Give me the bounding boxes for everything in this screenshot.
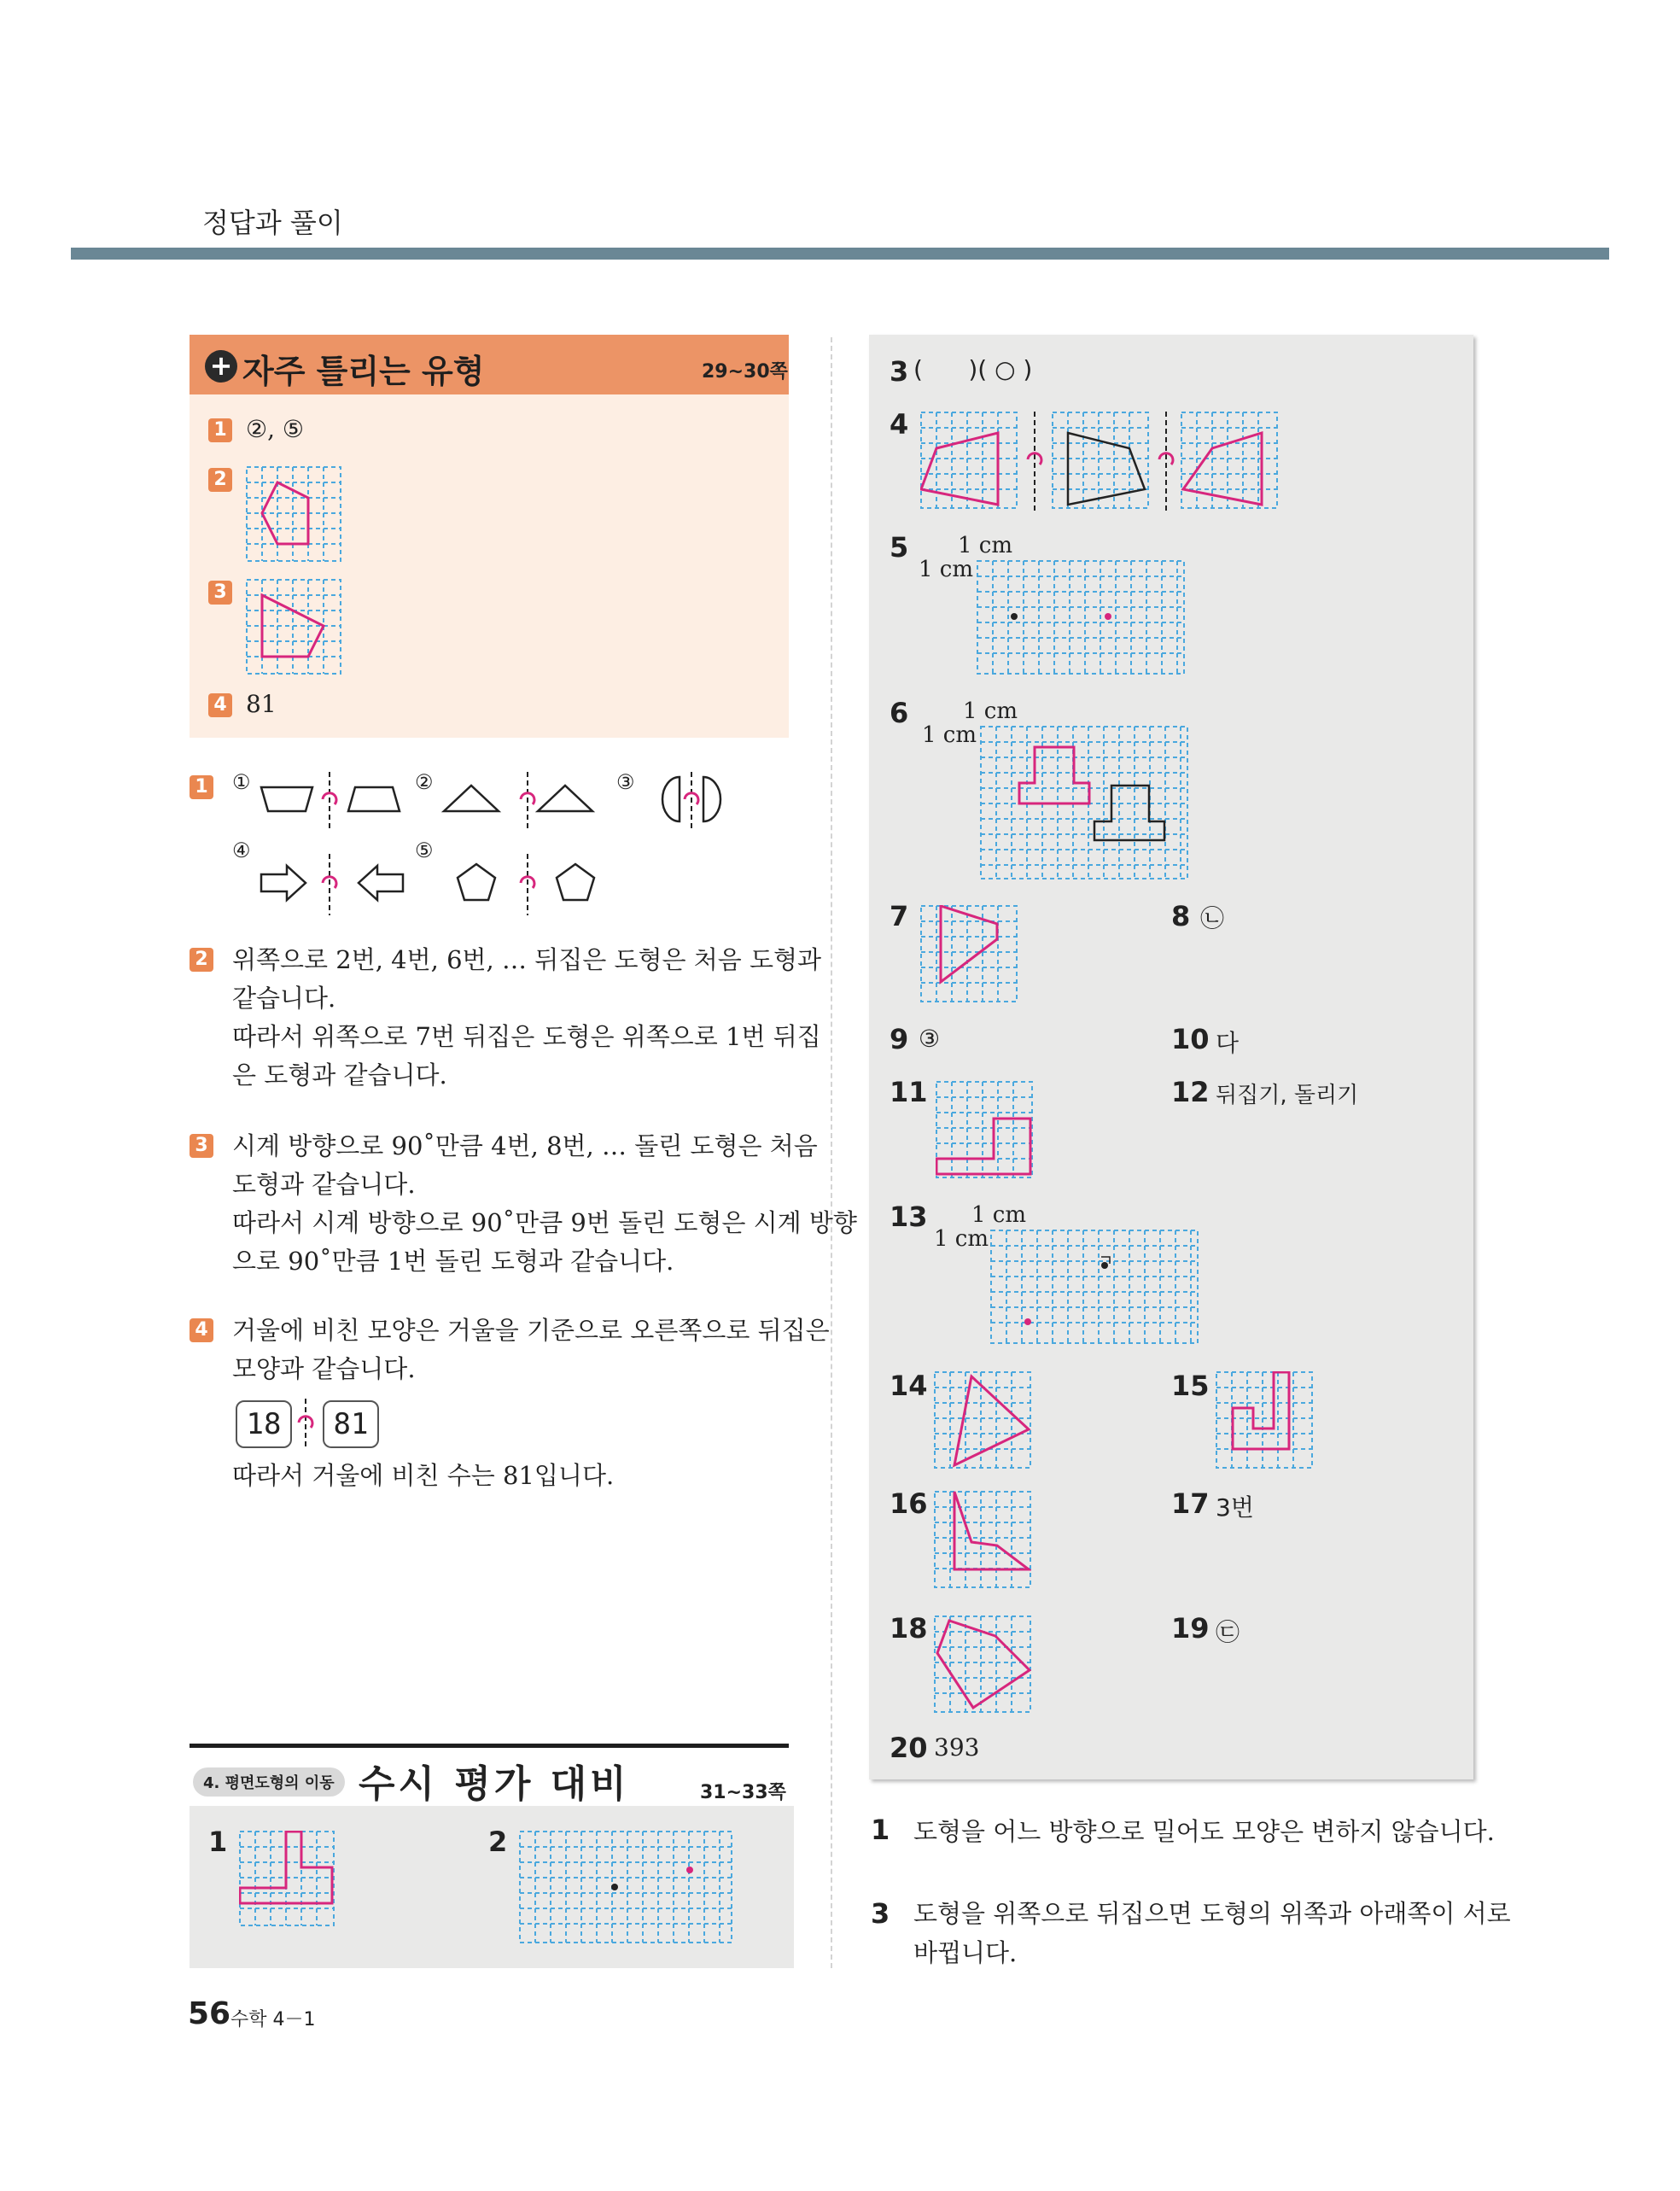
question-number: 14 — [890, 1370, 928, 1402]
question-number: 1 — [871, 1814, 890, 1846]
arrow-left-shape — [359, 866, 403, 900]
trapezoid-shape — [261, 787, 312, 811]
explanation-conclusion: 따라서 거울에 비친 수는 81입니다. — [232, 1461, 615, 1490]
question-number: 7 — [890, 900, 909, 932]
question-number: 4 — [890, 408, 909, 441]
question-number: 17 — [1171, 1487, 1210, 1520]
question-number: 13 — [890, 1201, 928, 1233]
answer-text: 3번 — [1216, 1493, 1254, 1522]
question-number: 20 — [890, 1732, 928, 1764]
answer-text: ③ — [919, 1025, 941, 1053]
grid-figure — [246, 579, 341, 675]
digital-number-box: 18 — [236, 1400, 292, 1448]
semicircle-flipped-shape — [703, 777, 720, 821]
question-number: 10 — [1171, 1023, 1210, 1055]
page-number: 56 — [188, 1996, 231, 2031]
question-number: 6 — [890, 697, 909, 729]
flip-shapes-figure — [256, 768, 751, 922]
question-number: 12 — [1171, 1076, 1210, 1108]
grid-figure — [990, 1230, 1199, 1344]
grid-figure — [246, 466, 341, 562]
unit-label-vertical: 1 cm — [922, 722, 977, 748]
grid-figure — [980, 726, 1188, 879]
explanation-text: 도형을 어느 방향으로 밀어도 모양은 변하지 않습니다. — [913, 1817, 1495, 1846]
explanation-badge: 2 — [190, 948, 213, 972]
grid-figure — [239, 1831, 335, 1926]
explanation-text: 도형을 위쪽으로 뒤집으면 도형의 위쪽과 아래쪽이 서로 바뀝니다. — [913, 1899, 1511, 1967]
unit-label-horizontal: 1 cm — [958, 533, 1013, 558]
frequent-errors-pages: 29~30쪽 — [702, 361, 788, 383]
question-number: 3 — [890, 355, 909, 388]
grid-figure — [934, 1491, 1031, 1588]
unit-label-horizontal: 1 cm — [963, 698, 1018, 724]
frequent-errors-title: 자주 틀리는 유형 — [242, 353, 485, 390]
question-number: 19 — [1171, 1612, 1210, 1645]
pentagon-flipped-shape — [557, 864, 594, 900]
answer-text: ( )( ○ ) — [913, 355, 1033, 383]
grid-figure — [920, 905, 1018, 1002]
semicircle-shape — [662, 777, 680, 821]
question-number: 8 — [1171, 900, 1191, 932]
unit-label-horizontal: 1 cm — [971, 1202, 1027, 1228]
digital-number-box: 81 — [323, 1400, 379, 1448]
frequent-errors-panel — [190, 394, 789, 738]
answer-text: ②, ⑤ — [246, 415, 305, 443]
exam-pages: 31~33쪽 — [700, 1782, 786, 1803]
arrow-right-shape — [261, 866, 306, 900]
answer-text: 393 — [934, 1733, 980, 1762]
question-number: 9 — [890, 1023, 909, 1055]
shape-label: ① — [232, 770, 251, 794]
flip-sequence-figure — [920, 412, 1279, 511]
question-number: 18 — [890, 1612, 928, 1645]
shape-label: ② — [415, 770, 434, 794]
answer-badge: 2 — [208, 468, 232, 492]
question-number: 5 — [890, 531, 909, 564]
grid-figure — [934, 1371, 1031, 1469]
point-magenta — [686, 1867, 693, 1873]
answer-text: 뒤집기, 돌리기 — [1216, 1083, 1359, 1108]
question-number: 2 — [488, 1826, 508, 1858]
question-number: 11 — [890, 1076, 928, 1108]
question-number: 1 — [208, 1826, 228, 1858]
mirror-line — [294, 1397, 318, 1450]
explanation-text: 위쪽으로 2번, 4번, 6번, … 뒤집은 도형은 처음 도형과 같습니다. 따라서 위쪽으로 7번 뒤집은 도형은 위쪽으로 1번 뒤집 은 도형과 같습니다. — [232, 945, 822, 1090]
point-black — [611, 1884, 618, 1890]
question-number: 16 — [890, 1487, 928, 1520]
grid-figure — [936, 1081, 1033, 1178]
page-header-title: 정답과 풀이 — [202, 207, 343, 239]
answer-text: 81 — [246, 690, 277, 718]
grid-figure — [519, 1831, 732, 1943]
unit-label-vertical: 1 cm — [919, 557, 974, 582]
header-rule — [71, 248, 1609, 260]
question-number: 15 — [1171, 1370, 1210, 1402]
shape-label: ③ — [616, 770, 635, 794]
exam-rule — [190, 1744, 789, 1748]
explanation-text: 거울에 비친 모양은 거울을 기준으로 오른쪽으로 뒤집은 모양과 같습니다. — [232, 1316, 830, 1383]
explanation-badge: 4 — [190, 1318, 213, 1342]
explanation-text: 시계 방향으로 90˚만큼 4번, 8번, … 돌린 도형은 처음 도형과 같습니다. 따라서 시계 방향으로 90˚만큼 9번 돌린 도형은 시계 방향 으로 90˚만큼 1번 돌린 도형과 같습니다. — [232, 1131, 857, 1276]
question-number: 3 — [871, 1897, 890, 1930]
shape-label: ④ — [232, 838, 251, 862]
trapezoid-flipped-shape — [348, 787, 400, 811]
answer-badge: 4 — [208, 693, 232, 717]
triangle-flipped-shape — [538, 786, 592, 811]
answer-text: 다 — [1216, 1029, 1240, 1057]
answer-text: ㉡ — [1200, 904, 1225, 932]
answer-badge: 1 — [208, 418, 232, 442]
exam-title: 수시 평가 대비 — [359, 1762, 630, 1806]
triangle-shape — [444, 786, 499, 811]
answer-badge: 3 — [208, 581, 232, 605]
book-title: 수학 4－1 — [230, 2009, 316, 2030]
chapter-badge: 4. 평면도형의 이동 — [193, 1767, 345, 1797]
explanation-badge: 3 — [190, 1134, 213, 1158]
shape-label: ⑤ — [415, 838, 434, 862]
answer-text: ㉢ — [1216, 1618, 1240, 1646]
grid-figure — [977, 560, 1185, 675]
grid-figure — [934, 1615, 1031, 1713]
plus-icon: + — [205, 350, 237, 383]
unit-label-vertical: 1 cm — [934, 1226, 989, 1252]
pentagon-shape — [458, 864, 495, 900]
grid-figure — [1216, 1371, 1313, 1469]
explanation-badge: 1 — [190, 775, 213, 799]
